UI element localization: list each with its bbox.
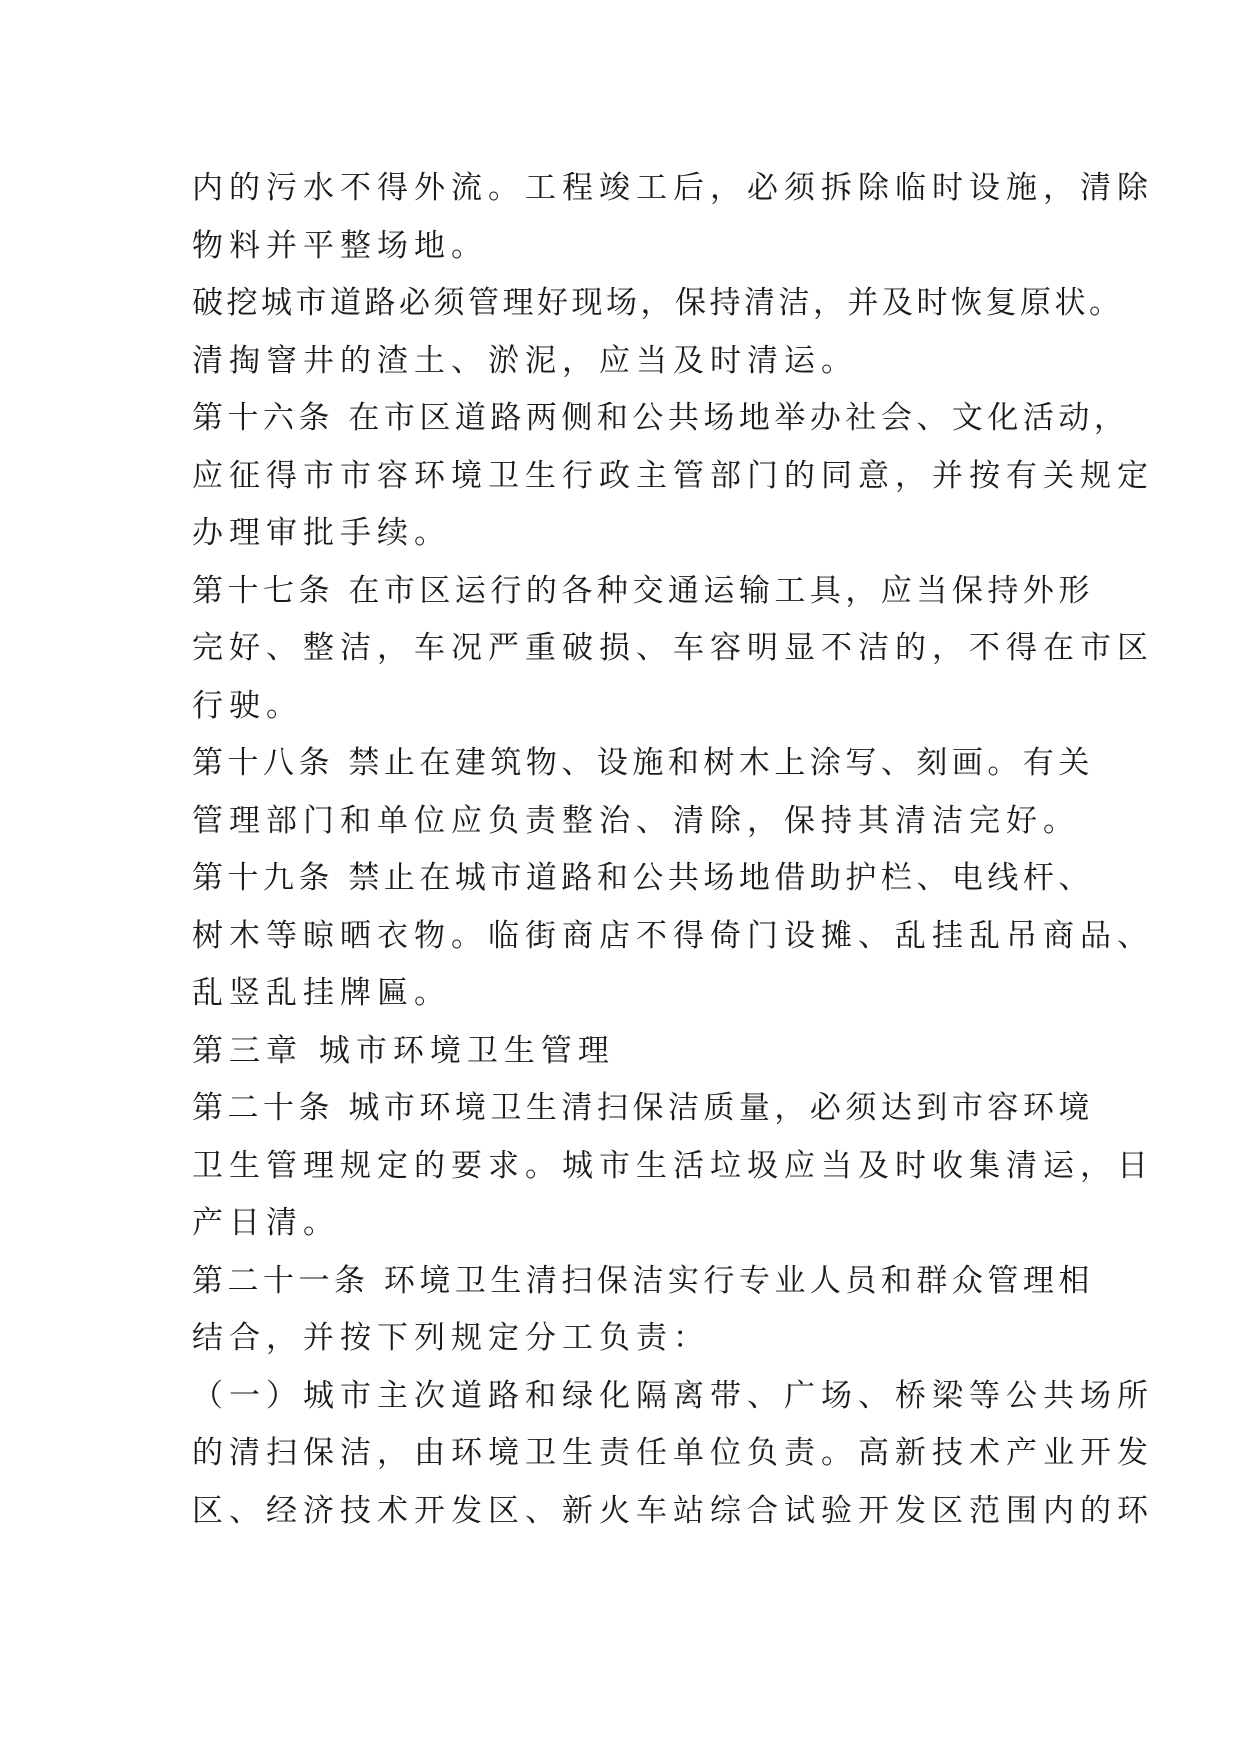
text-line: 物料并平整场地。 <box>192 227 488 264</box>
text-line: 树木等晾晒衣物。临街商店不得倚门设摊、乱挂乱吊商品、 <box>192 917 1154 954</box>
article-21-heading-line: 第二十一条 环境卫生清扫保洁实行专业人员和群众管理相 <box>192 1262 1094 1299</box>
document-body <box>192 160 1154 1540</box>
text-line: 乱竖乱挂牌匾。 <box>192 975 451 1011</box>
article-16-heading-line: 第十六条 在市区道路两侧和公共场地举办社会、文化活动， <box>192 400 1130 436</box>
text-line: 卫生管理规定的要求。城市生活垃圾应当及时收集清运，日 <box>192 1147 1154 1184</box>
article-18-heading-line: 第十八条 禁止在建筑物、设施和树木上涂写、刻画。有关 <box>192 745 1094 781</box>
chapter-3-heading: 第三章 城市环境卫生管理 <box>192 1032 615 1069</box>
article-20-heading-line: 第二十条 城市环境卫生清扫保洁质量，必须达到市容环境 <box>192 1090 1094 1126</box>
article-19-heading-line: 第十九条 禁止在城市道路和公共场地借助护栏、电线杆、 <box>192 860 1094 896</box>
text-line: 管理部门和单位应负责整治、清除，保持其清洁完好。 <box>192 802 1080 839</box>
text-line: 清掏窨井的渣土、淤泥，应当及时清运。 <box>192 342 858 379</box>
article-17-heading-line: 第十七条 在市区运行的各种交通运输工具，应当保持外形 <box>192 572 1094 609</box>
text-line: 产日清。 <box>192 1205 340 1241</box>
list-item-1-line: （一）城市主次道路和绿化隔离带、广场、桥梁等公共场所 <box>192 1377 1154 1414</box>
text-line: 内的污水不得外流。工程竣工后，必须拆除临时设施，清除 <box>192 170 1154 206</box>
text-line: 办理审批手续。 <box>192 515 451 551</box>
text-line: 完好、整洁，车况严重破损、车容明显不洁的，不得在市区 <box>192 630 1154 666</box>
text-line: 的清扫保洁，由环境卫生责任单位负责。高新技术产业开发 <box>192 1435 1154 1471</box>
text-line: 结合，并按下列规定分工负责： <box>192 1320 710 1356</box>
text-line: 区、经济技术开发区、新火车站综合试验开发区范围内的环 <box>192 1492 1154 1529</box>
text-line: 应征得市市容环境卫生行政主管部门的同意，并按有关规定 <box>192 457 1154 494</box>
text-line: 破挖城市道路必须管理好现场，保持清洁，并及时恢复原状。 <box>192 285 1124 321</box>
text-line: 行驶。 <box>192 687 303 724</box>
